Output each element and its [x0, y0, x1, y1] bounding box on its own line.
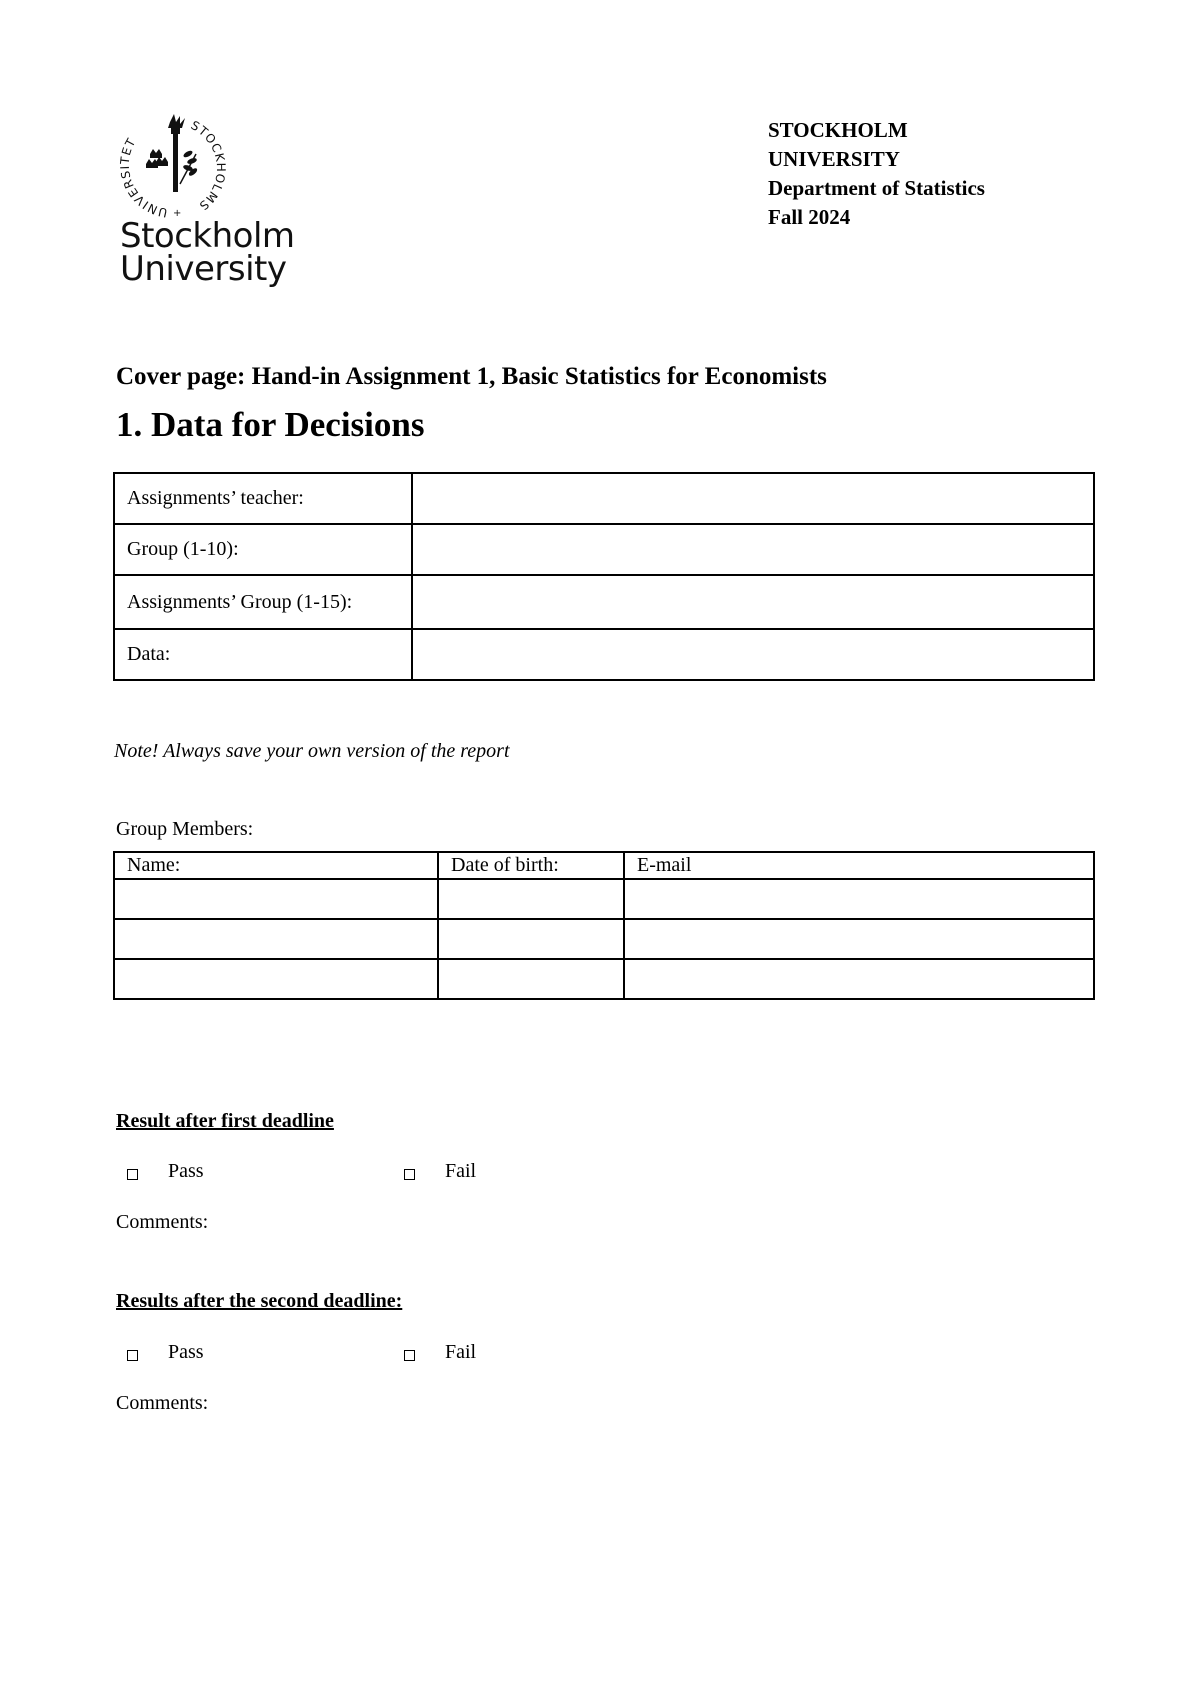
table-header-row [114, 852, 1094, 879]
save-note: Note! Always save your own version of the report [114, 740, 510, 762]
member-name-cell[interactable] [114, 919, 438, 959]
member-email-cell[interactable] [624, 959, 1094, 999]
pass-checkbox[interactable] [127, 1350, 138, 1361]
second-deadline-heading: Results after the second deadline: [116, 1290, 403, 1312]
teacher-label: Assignments’ teacher: [114, 473, 412, 524]
column-header-name: Name: [114, 852, 438, 879]
group-field[interactable] [412, 524, 1094, 575]
stockholm-university-logo [118, 114, 328, 304]
logo-wordmark [120, 216, 295, 289]
table-row [114, 879, 1094, 919]
group-members-table [113, 851, 1095, 1000]
wordmark-line2: University [120, 249, 287, 289]
department-line: Department of Statistics [768, 176, 985, 200]
member-email-cell[interactable] [624, 919, 1094, 959]
table-row [114, 524, 1094, 575]
pass-checkbox[interactable] [127, 1169, 138, 1180]
comments-label: Comments: [116, 1211, 209, 1233]
fail-label: Fail [445, 1341, 477, 1363]
member-email-cell[interactable] [624, 879, 1094, 919]
table-row [114, 575, 1094, 629]
fail-checkbox[interactable] [404, 1350, 415, 1361]
institution-line: UNIVERSITY [768, 147, 900, 171]
fail-checkbox[interactable] [404, 1169, 415, 1180]
member-name-cell[interactable] [114, 959, 438, 999]
table-row [114, 959, 1094, 999]
assignment-group-field[interactable] [412, 575, 1094, 629]
teacher-field[interactable] [412, 473, 1094, 524]
svg-text:STOCKHOLMS: STOCKHOLMS [188, 118, 228, 214]
data-field[interactable] [412, 629, 1094, 680]
fail-label: Fail [445, 1160, 477, 1182]
section-heading: 1. Data for Decisions [116, 405, 425, 444]
first-deadline-heading: Result after first deadline [116, 1110, 334, 1132]
member-dob-cell[interactable] [438, 919, 624, 959]
wordmark-line1: Stockholm [120, 216, 295, 256]
university-seal-icon [118, 114, 233, 224]
institution-block [768, 116, 985, 232]
svg-text:+: + [173, 208, 182, 219]
table-row [114, 473, 1094, 524]
group-label: Group (1-10): [114, 524, 412, 575]
data-label: Data: [114, 629, 412, 680]
assignment-group-label: Assignments’ Group (1-15): [114, 575, 412, 629]
comments-label: Comments: [116, 1392, 209, 1414]
group-members-label: Group Members: [116, 818, 254, 840]
member-name-cell[interactable] [114, 879, 438, 919]
cover-title: Cover page: Hand-in Assignment 1, Basic Statistics for Economists [116, 363, 827, 390]
column-header-email: E-mail [624, 852, 1094, 879]
svg-text:UNIVERSITET: UNIVERSITET [118, 135, 169, 221]
table-row [114, 629, 1094, 680]
term-line: Fall 2024 [768, 205, 851, 229]
pass-label: Pass [168, 1160, 204, 1182]
institution-line: STOCKHOLM [768, 118, 908, 142]
table-row [114, 919, 1094, 959]
member-dob-cell[interactable] [438, 959, 624, 999]
assignment-info-table [113, 472, 1095, 681]
pass-label: Pass [168, 1341, 204, 1363]
member-dob-cell[interactable] [438, 879, 624, 919]
column-header-dob: Date of birth: [438, 852, 624, 879]
